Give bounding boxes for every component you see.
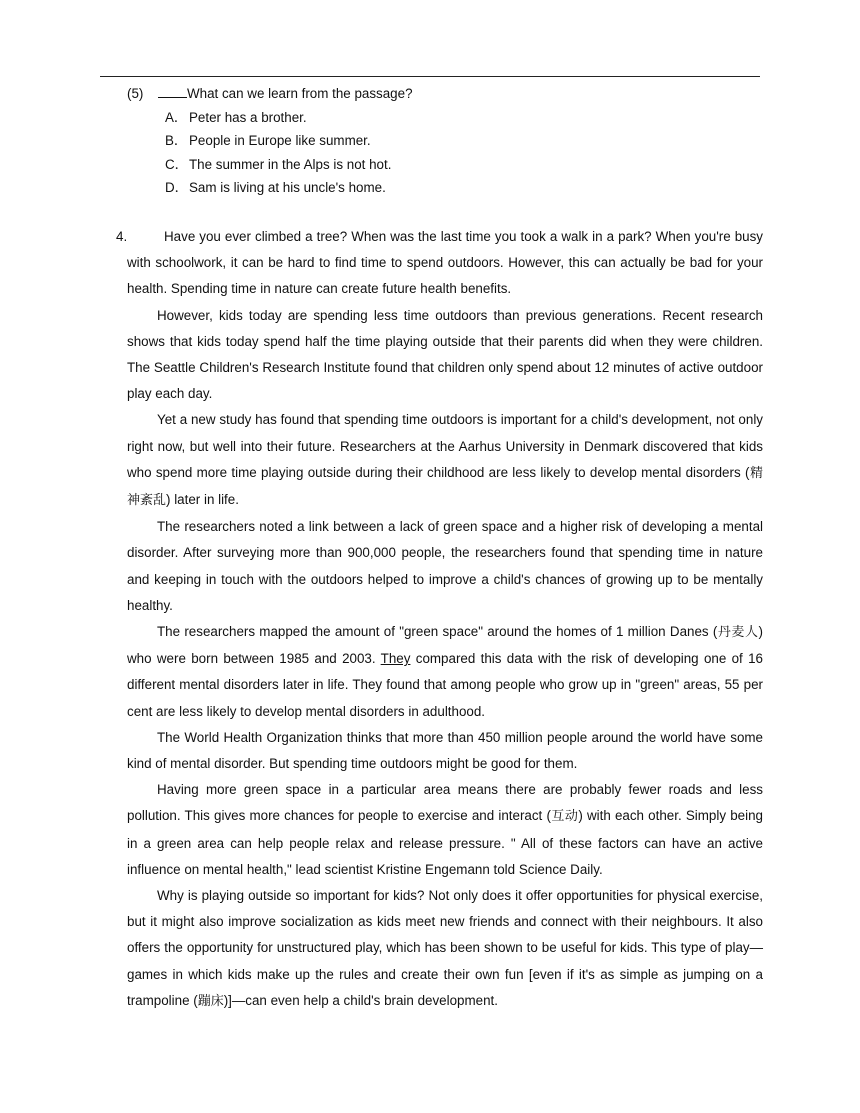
paragraph-6 — [127, 725, 763, 777]
paragraph-text: Yet a new study has found that spending time outdoors is important for a child's development, not only right now, but well into their future. Researchers at the Aarhus University in Denmark discovered that kids who spend more time playing outside during their childhood are less likely to develop mental disorders ( — [127, 412, 763, 480]
question-5 — [127, 84, 413, 103]
paragraph-4 — [127, 514, 763, 619]
paragraph-text: ) who were born between 1985 and 2003. — [127, 624, 763, 667]
paragraph-8 — [127, 883, 763, 1015]
question-number: (5) — [127, 86, 144, 101]
question-5-options — [165, 108, 391, 201]
option-letter: C． — [165, 156, 189, 172]
option-d[interactable] — [165, 178, 391, 201]
reading-passage-4 — [116, 224, 763, 1015]
paragraph-2 — [127, 303, 763, 408]
paragraph-text: )]—can even help a child's brain development. — [223, 992, 498, 1008]
option-text: Sam is living at his uncle's home. — [189, 179, 386, 195]
underlined-word: They — [380, 651, 411, 667]
paragraph-text: Why is playing outside so important for kids? Not only does it offer opportunities for physical exercise, but it might also improve socialization as kids meet new friends and connect with their neighbours. It also offers the opportunity for unstructured play, which has been shown to be useful for kids. This type of play—games in which kids make up the rules and create their own fun [even if it's as simple as jumping on a trampoline ( — [127, 888, 763, 1008]
paragraph-text: The researchers mapped the amount of "green space" around the homes of 1 million Danes ( — [157, 624, 718, 640]
chinese-gloss: 蹦床 — [197, 993, 224, 1009]
option-letter: A． — [165, 110, 188, 125]
paragraph-text: ) later in life. — [166, 492, 239, 508]
option-text: Peter has a brother. — [189, 110, 307, 125]
option-text: The summer in the Alps is not hot. — [189, 156, 392, 172]
paragraph-text: The researchers noted a link between a lack of green space and a higher risk of developing a mental disorder. After surveying more than 900,000 people, the researchers found that spending time in nature and keeping in touch with the outdoors helped to improve a child's chances of growing up to be mentally healthy. — [127, 519, 763, 613]
answer-blank[interactable] — [158, 85, 187, 98]
option-c[interactable] — [165, 155, 391, 178]
question-stem: What can we learn from the passage? — [187, 86, 413, 101]
option-letter: D． — [165, 179, 189, 195]
chinese-gloss: 精神紊乱 — [127, 465, 763, 509]
paragraph-text: ) with each other. Simply being in a green area can help people relax and release pressure. " All of these factors can have an active influence on mental health," lead scientist Kristine Engemann told Science Daily. — [127, 808, 763, 877]
chinese-gloss: 丹麦人 — [717, 625, 759, 641]
paragraph-text: compared this data with the risk of developing one of 16 different mental disorders later in life. They found that among people who grow up in "green" areas, 55 per cent are less likely to develop mental disorders in adulthood. — [127, 651, 763, 719]
paragraph-1 — [116, 224, 763, 303]
passage-number: 4. — [116, 229, 128, 244]
paragraph-5 — [127, 619, 763, 725]
option-letter: B． — [165, 133, 188, 149]
paragraph-text: Having more green space in a particular area means there are probably fewer roads and less pollution. This gives more chances for people to exercise and interact ( — [127, 782, 763, 824]
paragraph-3 — [127, 407, 763, 514]
option-b[interactable] — [165, 131, 391, 154]
paragraph-text: Have you ever climbed a tree? When was the last time you took a walk in a park? When you're busy with schoolwork, it can be hard to find time to spend outdoors. However, this can actually be bad for your health. Spending time in nature can create future health benefits. — [127, 229, 763, 297]
option-a[interactable] — [165, 108, 391, 131]
chinese-gloss: 互动 — [550, 809, 579, 825]
option-text: People in Europe like summer. — [189, 133, 371, 149]
paragraph-text: However, kids today are spending less time outdoors than previous generations. Recent research shows that kids today spend half the time playing outside that their parents did when they were children. The Seattle Children's Research Institute found that children only spend about 12 minutes of active outdoor play each day. — [127, 307, 763, 402]
paragraph-7 — [127, 777, 763, 883]
header-divider — [100, 76, 760, 77]
paragraph-text: The World Health Organization thinks that more than 450 million people around the world have some kind of mental disorder. But spending time outdoors might be good for them. — [127, 729, 763, 772]
